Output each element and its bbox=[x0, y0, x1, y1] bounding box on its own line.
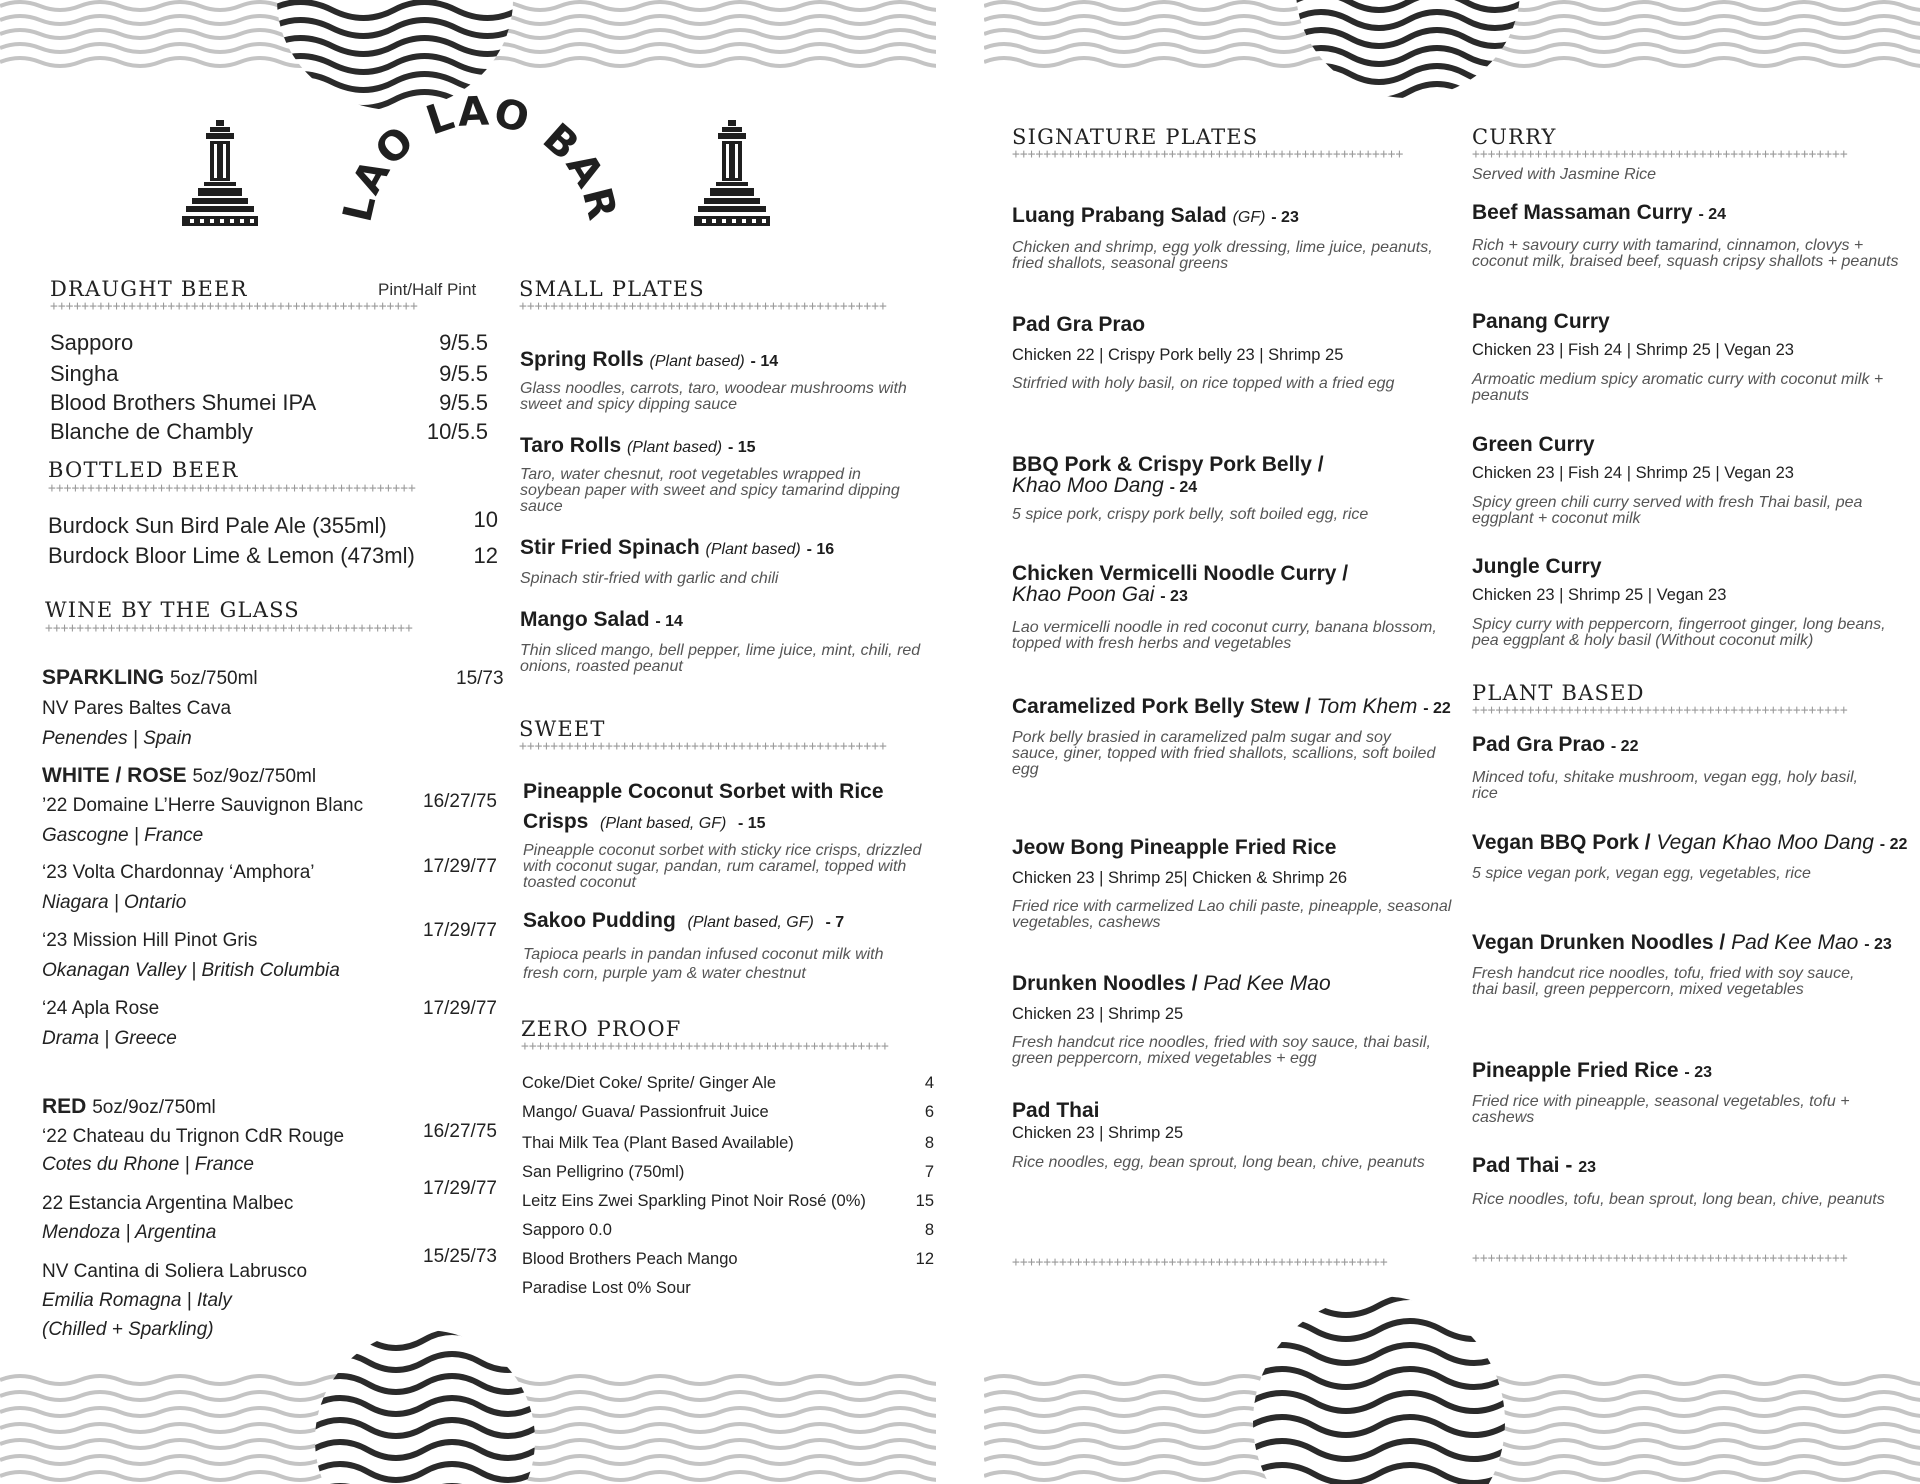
list-item bbox=[50, 390, 488, 416]
dish-options: Chicken 23 | Fish 24 | Shrimp 25 | Vegan 23 bbox=[1472, 464, 1794, 482]
wine-name: ‘23 Mission Hill Pinot Gris bbox=[42, 930, 258, 951]
divider: ++++++++++++++++++++++++++++++++++++++++++++++++++ bbox=[1012, 148, 1404, 161]
dish-description: Lao vermicelli noodle in red coconut curry, banana blossom, topped with fresh herbs and vegetables bbox=[1012, 619, 1437, 652]
list-item bbox=[523, 777, 933, 891]
dish-price: - 24 bbox=[1169, 479, 1198, 496]
divider: +++++++++++++++++++++++++++++++++++++++++++++++ bbox=[48, 482, 416, 495]
curry-heading: CURRY bbox=[1472, 125, 1557, 149]
dish-name: Vegan BBQ Pork / bbox=[1472, 831, 1651, 854]
dish-name: Sakoo Pudding bbox=[523, 909, 676, 932]
wave-circle-top bbox=[270, 0, 520, 110]
wine-name: ‘22 Chateau du Trignon CdR Rouge bbox=[42, 1126, 345, 1147]
dish-title bbox=[1472, 202, 1912, 225]
dish-price: - 23 bbox=[1864, 936, 1892, 953]
wine-name: NV Pares Baltes Cava bbox=[42, 698, 232, 719]
dish-description: Stirfried with holy basil, on rice topped with a fried egg bbox=[1012, 375, 1395, 392]
dish-title bbox=[1472, 734, 1912, 757]
beer-name: Burdock Bloor Lime & Lemon (473ml) bbox=[48, 543, 415, 568]
list-item bbox=[520, 537, 930, 587]
wine-origin: Mendoza | Argentina bbox=[42, 1222, 217, 1243]
list-item bbox=[1472, 434, 1912, 527]
dish-name: Pineapple Coconut Sorbet with Rice Crisps bbox=[523, 780, 884, 833]
dish-description: Glass noodles, carrots, taro, woodear mushrooms with sweet and spicy dipping sauce bbox=[520, 380, 907, 413]
dish-options: Chicken 23 | Shrimp 25| Chicken & Shrimp 26 bbox=[1012, 869, 1348, 887]
dish-price: - 7 bbox=[825, 914, 845, 931]
wine-name: ’22 Domaine L’Herre Sauvignon Blanc bbox=[42, 795, 364, 816]
drink-name: Mango/ Guava/ Passionfruit Juice bbox=[522, 1103, 769, 1121]
dish-alt-name: Khao Poon Gai bbox=[1012, 583, 1155, 606]
draught-beer-heading: DRAUGHT BEER bbox=[50, 277, 248, 301]
dish-description: Spicy green chili curry served with fresh Thai basil, pea eggplant + coconut milk bbox=[1472, 494, 1863, 527]
dish-title bbox=[1012, 563, 1452, 607]
drink-name: Leitz Eins Zwei Sparkling Pinot Noir Rosé (0%) bbox=[522, 1192, 866, 1210]
dish-name: Taro Rolls bbox=[520, 434, 622, 457]
dish-price: - 14 bbox=[655, 613, 683, 630]
beer-price: 9/5.5 bbox=[439, 390, 488, 415]
dish-alt-name: Tom Khem bbox=[1316, 695, 1418, 718]
beer-name: Sapporo bbox=[50, 330, 134, 355]
wave-circle-bottom bbox=[312, 1330, 538, 1484]
dish-description: Pork belly brasied in caramelized palm sugar and soy sauce, giner, topped with fried shallots, scallions, soft boiled egg bbox=[1012, 729, 1436, 778]
wine-sizes: 5oz/9oz/750ml bbox=[92, 1097, 216, 1118]
dish-title bbox=[1012, 205, 1452, 228]
dish-name: Pineapple Fried Rice bbox=[1472, 1059, 1679, 1082]
wine-name: NV Cantina di Soliera Labrusco bbox=[42, 1261, 308, 1282]
dish-title bbox=[1012, 696, 1452, 719]
list-item bbox=[1012, 454, 1452, 523]
wine-origin: Gascogne | France bbox=[42, 825, 204, 846]
list-item bbox=[1472, 1060, 1912, 1126]
list-item bbox=[1012, 696, 1452, 778]
wine-price: 17/29/77 bbox=[423, 998, 497, 1019]
wine-origin: Penendes | Spain bbox=[42, 728, 192, 749]
list-item bbox=[1012, 563, 1452, 652]
dish-options: Chicken 22 | Crispy Pork belly 23 | Shrimp 25 bbox=[1012, 346, 1344, 364]
wine-category-label: RED bbox=[42, 1095, 87, 1118]
dish-description: 5 spice vegan pork, vegan egg, vegetables, rice bbox=[1472, 865, 1811, 882]
drink-price: 8 bbox=[924, 1221, 934, 1239]
drink-name: Blood Brothers Peach Mango bbox=[522, 1250, 738, 1268]
list-item bbox=[1012, 205, 1452, 272]
dish-name: BBQ Pork & Crispy Pork Belly / bbox=[1012, 453, 1324, 476]
drink-name: Sapporo 0.0 bbox=[522, 1221, 612, 1239]
list-item bbox=[523, 910, 933, 983]
list-item bbox=[50, 361, 488, 387]
divider: +++++++++++++++++++++++++++++++++++++++++++++++ bbox=[50, 300, 418, 313]
list-item bbox=[1472, 311, 1912, 404]
beer-price: 9/5.5 bbox=[439, 330, 488, 355]
svg-text:LAO LAO BAR bbox=[340, 95, 620, 226]
dish-description: Rich + savoury curry with tamarind, cinnamon, clovys + coconut milk, braised beef, squash cripsy shallots + peanuts bbox=[1472, 237, 1899, 270]
zero-proof-heading: ZERO PROOF bbox=[521, 1017, 682, 1041]
wine-category-label: WHITE / ROSE bbox=[42, 764, 187, 787]
dish-price: - 15 bbox=[737, 815, 766, 832]
beer-name: Singha bbox=[50, 361, 119, 386]
dish-options: Chicken 23 | Fish 24 | Shrimp 25 | Vegan 23 bbox=[1472, 341, 1794, 359]
dish-description: Rice noodles, tofu, bean sprout, long bean, chive, peanuts bbox=[1472, 1191, 1885, 1208]
dish-description: Chicken and shrimp, egg yolk dressing, lime juice, peanuts, fried shallots, seasonal greens bbox=[1012, 239, 1433, 272]
dish-alt-name: Vegan Khao Moo Dang bbox=[1656, 831, 1874, 854]
list-item bbox=[1012, 1100, 1452, 1171]
dish-name: Caramelized Pork Belly Stew / bbox=[1012, 695, 1311, 718]
dish-name: Pad Gra Prao bbox=[1472, 733, 1606, 756]
list-item bbox=[1472, 832, 1912, 882]
wine-price: 16/27/75 bbox=[423, 791, 497, 812]
dish-description: Spinach stir-fried with garlic and chili bbox=[520, 570, 779, 587]
dish-description: Fried rice with carmelized Lao chili paste, pineapple, seasonal vegetables, cashews bbox=[1012, 898, 1452, 931]
dish-note: (Plant based) bbox=[705, 541, 801, 558]
curry-subtitle: Served with Jasmine Rice bbox=[1472, 166, 1657, 183]
list-item bbox=[1472, 556, 1912, 649]
dish-description: Tapioca pearls in pandan infused coconut milk with fresh corn, purple yam & water chestnut bbox=[523, 946, 884, 982]
divider: ++++++++++++++++++++++++++++++++++++++++++++++++ bbox=[1472, 704, 1848, 717]
dish-title bbox=[1472, 932, 1912, 955]
dish-title bbox=[520, 609, 930, 632]
dish-note: (Plant based) bbox=[649, 353, 745, 370]
dish-price: - 23 bbox=[1684, 1064, 1712, 1081]
wine-price: 17/29/77 bbox=[423, 856, 497, 877]
wine-origin: Drama | Greece bbox=[42, 1028, 177, 1049]
wave-circle-bottom bbox=[1250, 1292, 1508, 1484]
wine-origin: Niagara | Ontario bbox=[42, 892, 187, 913]
dish-title bbox=[520, 435, 930, 458]
divider: +++++++++++++++++++++++++++++++++++++++++++++++ bbox=[519, 300, 887, 313]
list-item bbox=[1472, 932, 1912, 998]
page-gutter bbox=[936, 0, 984, 1484]
signature-plates-heading: SIGNATURE PLATES bbox=[1012, 125, 1259, 149]
beer-name: Burdock Sun Bird Pale Ale (355ml) bbox=[48, 513, 387, 538]
drink-price: 7 bbox=[924, 1163, 934, 1181]
dish-description: Rice noodles, egg, bean sprout, long bean, chive, peanuts bbox=[1012, 1154, 1425, 1171]
drink-price: 15 bbox=[915, 1192, 934, 1210]
dish-price: - 22 bbox=[1610, 738, 1639, 755]
dish-name: Drunken Noodles / bbox=[1012, 972, 1198, 995]
wine-note: (Chilled + Sparkling) bbox=[42, 1319, 214, 1340]
drink-name: Coke/Diet Coke/ Sprite/ Ginger Ale bbox=[522, 1074, 777, 1092]
wine-price: 15/73 bbox=[456, 668, 504, 689]
wine-heading: WINE BY THE GLASS bbox=[45, 598, 300, 622]
dish-price: - 22 bbox=[1423, 700, 1451, 717]
dish-note: (Plant based, GF) bbox=[687, 914, 814, 931]
dish-alt-name: Pad Kee Mao bbox=[1203, 972, 1331, 995]
divider: +++++++++++++++++++++++++++++++++++++++++++++++ bbox=[521, 1040, 889, 1053]
dish-alt-name: Pad Kee Mao bbox=[1731, 931, 1859, 954]
dish-note: (GF) bbox=[1232, 209, 1266, 226]
dish-options: Chicken 23 | Shrimp 25 bbox=[1012, 1124, 1184, 1142]
that-luang-stupa-icon bbox=[182, 118, 258, 230]
dish-alt-name: Khao Moo Dang bbox=[1012, 474, 1164, 497]
beer-name: Blanche de Chambly bbox=[50, 419, 254, 444]
list-item bbox=[48, 543, 498, 569]
dish-price: - 24 bbox=[1698, 206, 1727, 223]
list-item bbox=[1012, 314, 1452, 392]
list-item bbox=[1472, 202, 1912, 270]
list-item bbox=[1012, 837, 1452, 931]
list-item bbox=[1472, 734, 1912, 802]
dish-name: Luang Prabang Salad bbox=[1012, 204, 1227, 227]
dish-name: Mango Salad bbox=[520, 608, 650, 631]
divider: ++++++++++++++++++++++++++++++++++++++++++++++++ bbox=[1472, 1252, 1848, 1265]
menu-page-left bbox=[0, 0, 936, 1484]
dish-price: - 14 bbox=[750, 353, 779, 370]
dish-description: Thin sliced mango, bell pepper, lime juice, mint, chili, red onions, roasted peanut bbox=[520, 642, 921, 675]
wine-sizes: 5oz/750ml bbox=[169, 668, 258, 689]
dish-description: Armoatic medium spicy aromatic curry with coconut milk + peanuts bbox=[1472, 371, 1884, 404]
dish-name: Pad Thai - bbox=[1472, 1154, 1573, 1177]
dish-name: Green Curry bbox=[1472, 433, 1595, 456]
wine-category-red bbox=[42, 1095, 216, 1119]
draught-size-note: Pint/Half Pint bbox=[378, 280, 477, 299]
dish-title bbox=[1472, 1155, 1912, 1178]
wave-circle-top bbox=[1292, 0, 1524, 100]
divider: ++++++++++++++++++++++++++++++++++++++++++++++++ bbox=[1472, 148, 1848, 161]
wine-price: 16/27/75 bbox=[423, 1121, 497, 1142]
list-item bbox=[520, 435, 930, 515]
dish-title bbox=[520, 537, 930, 560]
list-item bbox=[50, 419, 488, 445]
divider: +++++++++++++++++++++++++++++++++++++++++++++++ bbox=[45, 622, 413, 635]
dish-price: - 16 bbox=[806, 541, 835, 558]
bottled-beer-heading: BOTTLED BEER bbox=[48, 458, 239, 482]
wine-name: ‘24 Apla Rose bbox=[42, 998, 160, 1019]
dish-name: Vegan Drunken Noodles / bbox=[1472, 931, 1726, 954]
that-luang-stupa-icon bbox=[694, 118, 770, 230]
dish-title bbox=[523, 910, 933, 933]
list-item bbox=[520, 609, 930, 675]
sweet-heading: SWEET bbox=[519, 717, 606, 741]
dish-name: Panang Curry bbox=[1472, 310, 1610, 333]
beer-price: 10 bbox=[473, 507, 498, 532]
drink-name: San Pelligrino (750ml) bbox=[522, 1163, 685, 1181]
wine-category-label: SPARKLING bbox=[42, 666, 165, 689]
dish-title bbox=[520, 349, 930, 372]
menu-page-right bbox=[984, 0, 1920, 1484]
drink-name: Thai Milk Tea (Plant Based Available) bbox=[522, 1134, 794, 1152]
dish-note: (Plant based, GF) bbox=[600, 815, 727, 832]
wine-price: 17/29/77 bbox=[423, 920, 497, 941]
wine-name: 22 Estancia Argentina Malbec bbox=[42, 1193, 294, 1214]
dish-price: - 23 bbox=[1271, 209, 1299, 226]
dish-title bbox=[1472, 1060, 1912, 1083]
drink-price: 8 bbox=[924, 1134, 934, 1152]
dish-name: Beef Massaman Curry bbox=[1472, 201, 1693, 224]
wine-category-sparkling bbox=[42, 666, 258, 690]
drink-price: 6 bbox=[924, 1103, 934, 1121]
wine-price: 17/29/77 bbox=[423, 1178, 497, 1199]
dish-description: Fried rice with pineapple, seasonal vegetables, tofu + cashews bbox=[1472, 1093, 1850, 1126]
dish-description: Taro, water chesnut, root vegetables wrapped in soybean paper with sweet and spicy tamarind dipping sauce bbox=[520, 466, 900, 515]
wine-price: 15/25/73 bbox=[423, 1246, 497, 1267]
drink-price: 12 bbox=[915, 1250, 934, 1268]
dish-description: Spicy curry with peppercorn, fingerroot ginger, long beans, pea eggplant & holy basil (Without coconut milk) bbox=[1472, 616, 1886, 649]
dish-title bbox=[1012, 973, 1452, 994]
beer-price: 10/5.5 bbox=[426, 419, 488, 444]
divider: ++++++++++++++++++++++++++++++++++++++++++++++++ bbox=[1012, 1256, 1388, 1269]
dish-title bbox=[1472, 832, 1912, 855]
logo-lao-lao-bar bbox=[340, 95, 620, 245]
dish-title bbox=[523, 777, 933, 839]
divider: +++++++++++++++++++++++++++++++++++++++++++++++ bbox=[519, 740, 887, 753]
dish-name: Jeow Bong Pineapple Fried Rice bbox=[1012, 836, 1337, 859]
beer-price: 12 bbox=[473, 543, 498, 568]
wine-origin: Cotes du Rhone | France bbox=[42, 1154, 254, 1175]
dish-price: - 22 bbox=[1879, 836, 1908, 853]
list-item bbox=[48, 507, 498, 539]
beer-price: 9/5.5 bbox=[439, 361, 488, 386]
dish-description: Fresh handcut rice noodles, fried with soy sauce, thai basil, green peppercorn, mixed vegetables + egg bbox=[1012, 1034, 1431, 1067]
dish-name: Pad Gra Prao bbox=[1012, 313, 1146, 336]
list-item bbox=[520, 349, 930, 413]
dish-name: Chicken Vermicelli Noodle Curry / bbox=[1012, 562, 1349, 585]
wine-name: ‘23 Volta Chardonnay ‘Amphora’ bbox=[42, 862, 315, 883]
beer-name: Blood Brothers Shumei IPA bbox=[50, 390, 317, 415]
drink-name: Paradise Lost 0% Sour bbox=[522, 1279, 691, 1297]
dish-name: Stir Fried Spinach bbox=[520, 536, 700, 559]
dish-price: 23 bbox=[1578, 1159, 1596, 1176]
brand-name: AO LAO BA bbox=[344, 95, 614, 202]
dish-options: Chicken 23 | Shrimp 25 bbox=[1012, 1005, 1184, 1023]
dish-description: Pineapple coconut sorbet with sticky rice crisps, drizzled with coconut sugar, pandan, rum caramel, topped with toasted coconut bbox=[523, 842, 922, 891]
dish-name: Spring Rolls bbox=[520, 348, 644, 371]
drink-price: 4 bbox=[924, 1074, 934, 1092]
list-item bbox=[1012, 973, 1452, 1067]
dish-price: - 23 bbox=[1160, 588, 1188, 605]
dish-title bbox=[1012, 454, 1452, 498]
dish-name: Pad Thai bbox=[1012, 1099, 1100, 1122]
small-plates-heading: SMALL PLATES bbox=[519, 277, 705, 301]
dish-price: - 15 bbox=[727, 439, 756, 456]
dish-description: 5 spice pork, crispy pork belly, soft boiled egg, rice bbox=[1012, 506, 1369, 523]
wine-category-white-rose bbox=[42, 764, 316, 788]
dish-description: Minced tofu, shitake mushroom, vegan egg, holy basil, rice bbox=[1472, 769, 1858, 802]
wine-origin: Okanagan Valley | British Columbia bbox=[42, 960, 340, 981]
dish-note: (Plant based) bbox=[626, 439, 723, 456]
wine-origin: Emilia Romagna | Italy bbox=[42, 1290, 232, 1311]
dish-name: Jungle Curry bbox=[1472, 555, 1602, 578]
dish-description: Fresh handcut rice noodles, tofu, fried with soy sauce, thai basil, green peppercorn, mixed vegetables bbox=[1472, 965, 1855, 998]
list-item bbox=[50, 330, 488, 356]
list-item bbox=[1472, 1155, 1912, 1208]
plant-based-heading: PLANT BASED bbox=[1472, 681, 1645, 705]
dish-options: Chicken 23 | Shrimp 25 | Vegan 23 bbox=[1472, 586, 1727, 604]
wine-sizes: 5oz/9oz/750ml bbox=[192, 766, 317, 787]
